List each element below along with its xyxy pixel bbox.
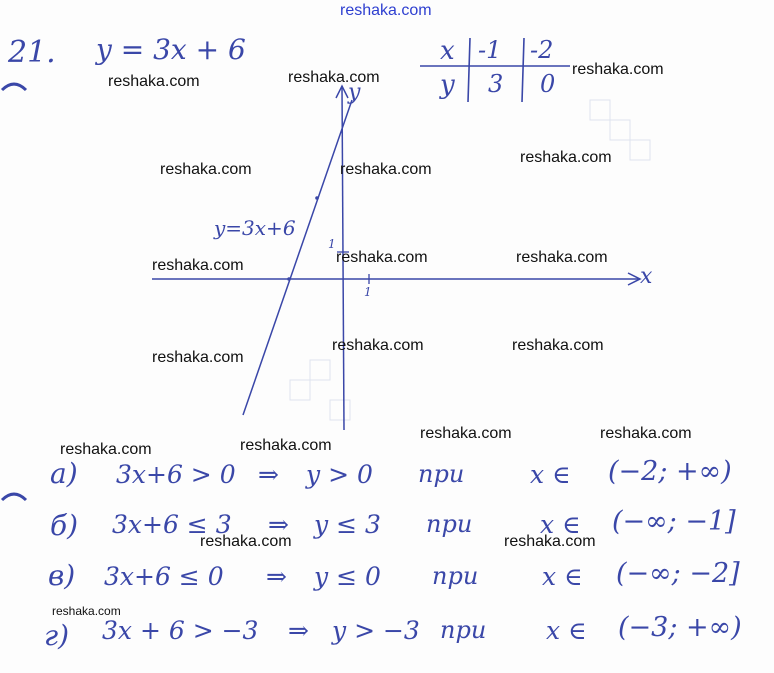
task-equation: y = 3x + 6 [96, 33, 246, 66]
solution-letter: в) [48, 559, 76, 592]
watermark: reshaka.com [160, 161, 252, 178]
header-site-link[interactable]: reshaka.com [340, 2, 432, 19]
solution-result: y ≤ 0 [314, 562, 381, 591]
solution-x-in: x ∈ [542, 562, 583, 591]
solution-inequality: 3x+6 ≤ 3 [112, 510, 232, 539]
watermark: reshaka.com [240, 437, 332, 454]
solution-word: при [418, 460, 465, 488]
table-y-value-1: 3 [488, 70, 504, 98]
watermark: reshaka.com [288, 69, 380, 86]
watermark: reshaka.com [60, 441, 152, 458]
point-x-intercept [287, 277, 291, 281]
watermark: reshaka.com [504, 533, 596, 550]
watermark: reshaka.com [520, 149, 612, 166]
margin-mark-top [2, 84, 26, 90]
watermark: reshaka.com [152, 349, 244, 366]
solution-arrow: ⇒ [268, 510, 289, 539]
solution-arrow: ⇒ [258, 460, 279, 489]
solution-x-in: x ∈ [546, 616, 587, 645]
watermark: reshaka.com [340, 161, 432, 178]
solution-arrow: ⇒ [266, 562, 287, 591]
unit-x-label: 1 [364, 285, 372, 299]
solution-letter: г) [44, 619, 70, 652]
table-vline-1 [468, 38, 470, 102]
solution-letter: б) [50, 509, 79, 542]
watermark: reshaka.com [52, 604, 121, 618]
solution-x-in: x ∈ [540, 510, 581, 539]
watermark: reshaka.com [152, 257, 244, 274]
x-axis-label: x [640, 264, 653, 289]
task-number: 21. [8, 35, 56, 70]
watermark: reshaka.com [512, 337, 604, 354]
watermark: reshaka.com [516, 249, 608, 266]
solution-result: y ≤ 3 [314, 510, 381, 539]
watermark: reshaka.com [572, 61, 664, 78]
table-y-value-2: 0 [540, 70, 556, 98]
solution-inequality: 3x + 6 > −3 [102, 616, 259, 645]
line-label: y=3x+6 [214, 216, 296, 240]
watermark: reshaka.com [108, 73, 200, 90]
solution-interval: (−∞; −2] [616, 558, 740, 589]
solution-inequality: 3x+6 > 0 [116, 460, 236, 489]
solution-interval: (−∞; −1] [612, 506, 736, 537]
watermark: reshaka.com [600, 425, 692, 442]
table-vline-2 [522, 38, 524, 102]
watermark: reshaka.com [200, 533, 292, 550]
solution-word: при [440, 616, 487, 644]
solution-result: y > 0 [306, 460, 373, 489]
solution-x-in: x ∈ [530, 460, 571, 489]
table-y-label: y [440, 70, 455, 100]
unit-y-label: 1 [328, 237, 336, 251]
solution-inequality: 3x+6 ≤ 0 [104, 562, 224, 591]
watermark: reshaka.com [420, 425, 512, 442]
table-x-value-1: -1 [478, 36, 502, 64]
table-x-value-2: -2 [530, 36, 554, 64]
point-on-line [315, 196, 319, 200]
watermark: reshaka.com [336, 249, 428, 266]
solution-arrow: ⇒ [288, 616, 309, 645]
margin-mark-bottom [2, 494, 26, 500]
solution-word: при [432, 562, 479, 590]
watermark: reshaka.com [332, 337, 424, 354]
solution-result: y > −3 [332, 616, 420, 645]
table-x-label: x [440, 36, 455, 66]
solution-interval: (−2; +∞) [608, 456, 732, 487]
solution-word: при [426, 510, 473, 538]
y-axis-label: y [348, 80, 361, 105]
solution-letter: а) [50, 457, 78, 490]
solution-interval: (−3; +∞) [618, 612, 742, 643]
